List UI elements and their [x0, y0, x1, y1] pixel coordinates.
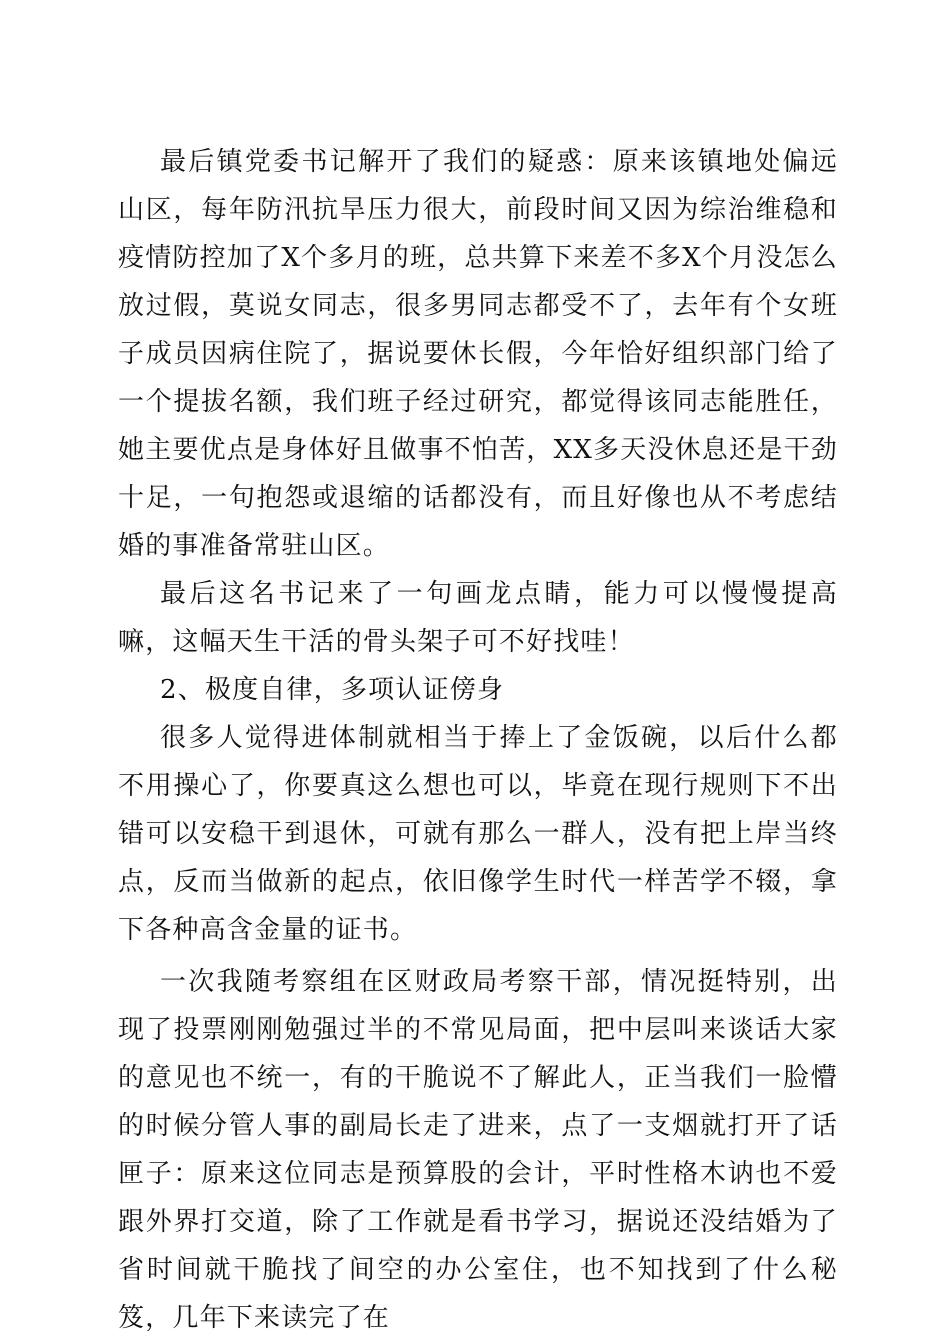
document-body	[118, 138, 838, 1342]
paragraph-secretary-remark: 最后这名书记来了一句画龙点睛，能力可以慢慢提高嘛，这幅天生干活的骨头架子可不好找哇！	[118, 579, 838, 657]
paragraph-finance-bureau-inspection: 一次我随考察组在区财政局考察干部，情况挺特别，出现了投票刚刚勉强过半的不常见局面，把中层叫来谈话大家的意见也不统一，有的干脆说不了解此人，正当我们一脸懵的时候分管人事的副局长走了进来，点了一支烟就打开了话匣子：原来这位同志是预算股的会计，平时性格木讷也不爱跟外界打交道，除了工作就是看书学习，据说还没结婚为了省时间就干脆找了间空的办公室住，也不知找到了什么秘笈，几年下来读完了在	[118, 967, 838, 1333]
section-heading-self-discipline: 2、极度自律，多项认证傍身	[160, 675, 505, 705]
paragraph-iron-rice-bowl: 很多人觉得进体制就相当于捧上了金饭碗，以后什么都不用操心了，你要真这么想也可以，毕竟在现行规则下不出错可以安稳干到退休，可就有那么一群人，没有把上岸当终点，反而当做新的起点，依旧像学生时代一样苦学不辍，拿下各种高含金量的证书。	[118, 723, 838, 945]
paragraph-party-secretary-explanation: 最后镇党委书记解开了我们的疑惑：原来该镇地处偏远山区，每年防汛抗旱压力很大，前段时间又因为综治维稳和疫情防控加了X个多月的班，总共算下来差不多X个月没怎么放过假，莫说女同志，很多男同志都受不了，去年有个女班子成员因病住院了，据说要休长假，今年恰好组织部门给了一个提拔名额，我们班子经过研究，都觉得该同志能胜任，她主要优点是身体好且做事不怕苦，XX多天没休息还是干劲十足，一句抱怨或退缩的话都没有，而且好像也从不考虑结婚的事准备常驻山区。	[118, 147, 838, 561]
